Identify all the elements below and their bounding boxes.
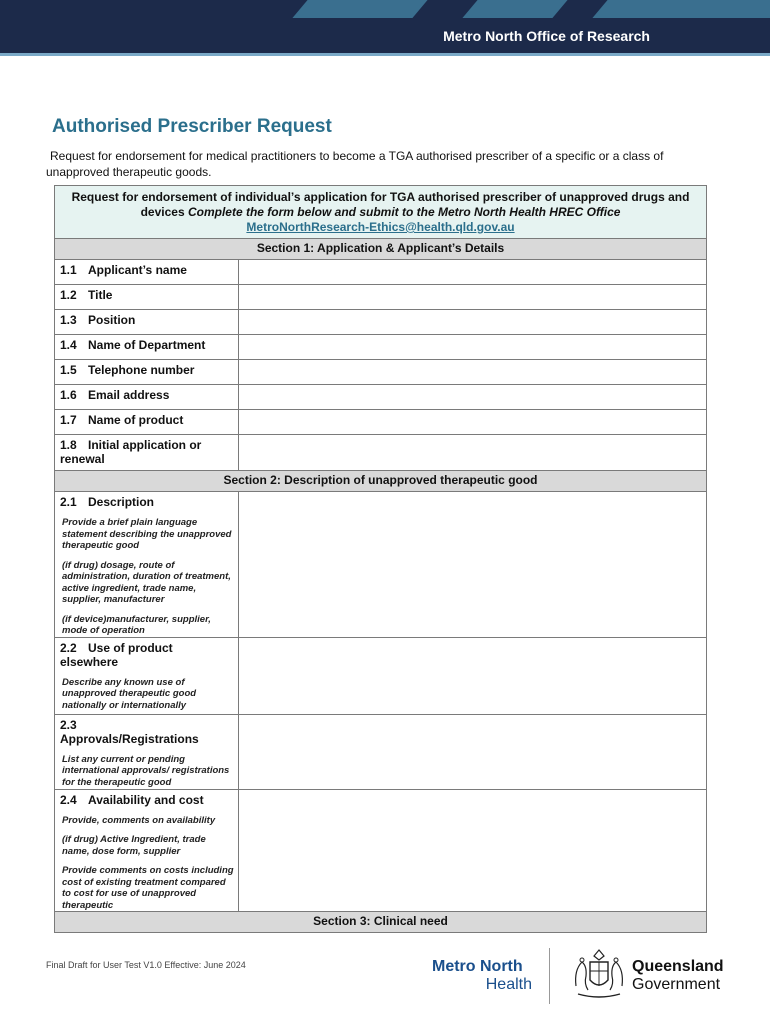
department-input[interactable] — [239, 335, 707, 360]
application-type-input[interactable] — [239, 435, 707, 471]
hint-text: Provide a brief plain language statement describing the unapproved therapeutic good — [62, 517, 232, 551]
email-input[interactable] — [239, 385, 707, 410]
hrec-email-link[interactable]: MetroNorthResearch-Ethics@health.qld.gov.au — [246, 220, 515, 234]
field-label-telephone: 1.5 Telephone number — [55, 360, 239, 385]
header-stripe — [592, 0, 770, 18]
field-label-email: 1.6 Email address — [55, 385, 239, 410]
approvals-input[interactable] — [239, 714, 707, 789]
telephone-input[interactable] — [239, 360, 707, 385]
footer-version-note: Final Draft for User Test V1.0 Effective: June 2024 — [46, 960, 246, 970]
description-input[interactable] — [239, 492, 707, 638]
product-name-input[interactable] — [239, 410, 707, 435]
field-label-product: 1.7 Name of product — [55, 410, 239, 435]
availability-input[interactable] — [239, 789, 707, 912]
intro-text: Request for endorsement for medical practitioners to become a TGA authorised prescriber of a specific or a class of unapproved therapeutic goods. — [46, 149, 664, 179]
hint-text: List any current or pending international approvals/ registrations for the therapeutic good — [62, 753, 230, 788]
position-input[interactable] — [239, 310, 707, 335]
banner-text: Request for endorsement of individual’s application for TGA authorised prescriber of unapproved drugs and devices — [71, 190, 690, 219]
field-label-use-elsewhere: 2.2 Use of product elsewhere Describe any known use of unapproved therapeutic good nationally or internationally — [55, 637, 239, 714]
hint-text: (if drug) dosage, route of administration, duration of treatment, active ingredient, trade name, supplier, manufacturer — [62, 559, 231, 605]
field-label-application-type: 1.8 Initial application or renewal — [55, 435, 239, 471]
use-elsewhere-input[interactable] — [239, 637, 707, 714]
logo-divider — [549, 948, 550, 1004]
hint-text: Provide, comments on availability — [62, 814, 216, 826]
request-form-table — [54, 185, 707, 933]
page-title: Authorised Prescriber Request — [52, 116, 332, 137]
header-stripe — [292, 0, 427, 18]
field-label-position: 1.3 Position — [55, 310, 239, 335]
field-label-department: 1.4 Name of Department — [55, 335, 239, 360]
header-band — [0, 0, 770, 56]
field-label-applicant-name: 1.1 Applicant’s name — [55, 260, 239, 285]
metro-north-health-logo: Metro North Health — [432, 958, 532, 993]
field-label-description: 2.1 Description Provide a brief plain language statement describing the unapproved therapeutic good (if drug) dosage, route of administration, duration of treatment, active ingredient, trade name, supplier, manufacturer (if device)manufacturer, supplier, mode of operation — [55, 492, 239, 638]
header-stripe — [462, 0, 567, 18]
form-banner — [55, 186, 707, 239]
hint-text: (if device)manufacturer, supplier, mode of operation — [62, 613, 211, 636]
field-label-availability: 2.4 Availability and cost Provide, comments on availability (if drug) Active Ingredient, trade name, dose form, supplier Provide comments on costs including cost of existing treatment compared to cost for use of unapproved therapeutic — [55, 789, 239, 912]
section-2-header: Section 2: Description of unapproved therapeutic good — [55, 471, 707, 492]
queensland-government-logo: Queensland Government — [632, 958, 724, 993]
hint-text: Provide comments on costs including cost of existing treatment compared to cost for use of unapproved therapeutic — [62, 865, 234, 911]
section-1-header: Section 1: Application & Applicant’s Details — [55, 239, 707, 260]
applicant-name-input[interactable] — [239, 260, 707, 285]
hint-text: Describe any known use of unapproved therapeutic good nationally or internationally — [62, 676, 197, 711]
title-input[interactable] — [239, 285, 707, 310]
field-label-title: 1.2 Title — [55, 285, 239, 310]
banner-instruction: Complete the form below and submit to the Metro North Health HREC Office — [187, 205, 621, 219]
field-label-approvals: 2.3 Approvals/Registrations List any current or pending international approvals/ registrations for the therapeutic good — [55, 714, 239, 789]
queensland-crest-icon — [570, 946, 628, 1002]
header-title: Metro North Office of Research — [443, 28, 650, 44]
hint-text: (if drug) Active Ingredient, trade name, dose form, supplier — [62, 834, 206, 857]
section-3-header: Section 3: Clinical need — [55, 912, 707, 933]
header-accent-line — [0, 53, 770, 56]
